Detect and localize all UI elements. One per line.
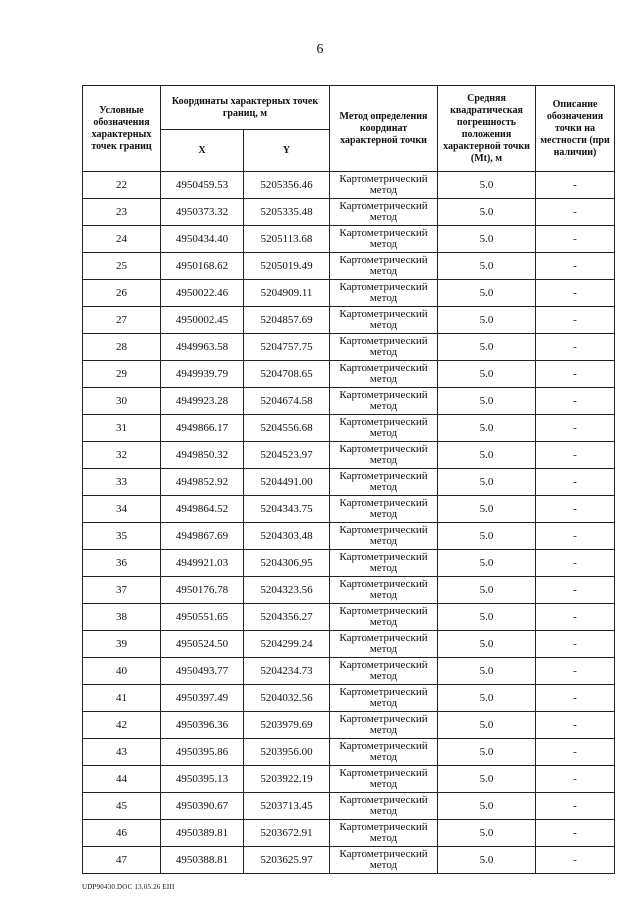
cell-method: Картометрический метод [330, 577, 438, 604]
cell-rms-error: 5.0 [438, 523, 536, 550]
cell-rms-error: 5.0 [438, 766, 536, 793]
table-row [83, 388, 615, 415]
cell-method: Картометрический метод [330, 253, 438, 280]
cell-x: 4950389.81 [161, 820, 244, 847]
cell-description: - [536, 469, 615, 496]
cell-x: 4950395.13 [161, 766, 244, 793]
cell-rms-error: 5.0 [438, 334, 536, 361]
table-row [83, 496, 615, 523]
cell-point-number: 32 [83, 442, 161, 469]
table-row [83, 469, 615, 496]
table-row [83, 793, 615, 820]
cell-method: Картометрический метод [330, 604, 438, 631]
cell-y: 5203625.97 [244, 847, 330, 874]
cell-rms-error: 5.0 [438, 577, 536, 604]
cell-method: Картометрический метод [330, 739, 438, 766]
cell-y: 5204674.58 [244, 388, 330, 415]
cell-description: - [536, 280, 615, 307]
cell-point-number: 37 [83, 577, 161, 604]
cell-description: - [536, 253, 615, 280]
cell-method: Картометрический метод [330, 658, 438, 685]
cell-x: 4950022.46 [161, 280, 244, 307]
cell-rms-error: 5.0 [438, 496, 536, 523]
header-rms-error: Средняя квадратическая погрешность положения характерной точки (Mt), м [438, 86, 536, 172]
cell-method: Картометрический метод [330, 550, 438, 577]
cell-x: 4950390.67 [161, 793, 244, 820]
cell-description: - [536, 631, 615, 658]
cell-x: 4949852.92 [161, 469, 244, 496]
cell-description: - [536, 388, 615, 415]
cell-y: 5203922.19 [244, 766, 330, 793]
cell-rms-error: 5.0 [438, 307, 536, 334]
cell-x: 4950388.81 [161, 847, 244, 874]
cell-point-number: 40 [83, 658, 161, 685]
cell-x: 4950459.53 [161, 172, 244, 199]
table-row [83, 280, 615, 307]
cell-point-number: 30 [83, 388, 161, 415]
cell-point-number: 22 [83, 172, 161, 199]
cell-description: - [536, 442, 615, 469]
cell-method: Картометрический метод [330, 820, 438, 847]
cell-point-number: 41 [83, 685, 161, 712]
cell-y: 5205356.46 [244, 172, 330, 199]
cell-y: 5203979.69 [244, 712, 330, 739]
cell-method: Картометрический метод [330, 712, 438, 739]
cell-method: Картометрический метод [330, 442, 438, 469]
cell-x: 4950493.77 [161, 658, 244, 685]
document-footer: UDP90430.DOC 13.05.26 EIII [82, 883, 175, 891]
cell-y: 5204234.73 [244, 658, 330, 685]
cell-x: 4950002.45 [161, 307, 244, 334]
table-row [83, 820, 615, 847]
cell-description: - [536, 415, 615, 442]
cell-x: 4950373.32 [161, 199, 244, 226]
cell-x: 4950168.62 [161, 253, 244, 280]
cell-method: Картометрический метод [330, 307, 438, 334]
table-row [83, 712, 615, 739]
table-row [83, 199, 615, 226]
cell-y: 5204556.68 [244, 415, 330, 442]
cell-y: 5205113.68 [244, 226, 330, 253]
table-row [83, 631, 615, 658]
cell-point-number: 23 [83, 199, 161, 226]
cell-description: - [536, 172, 615, 199]
cell-description: - [536, 820, 615, 847]
cell-y: 5204356.27 [244, 604, 330, 631]
cell-rms-error: 5.0 [438, 415, 536, 442]
cell-description: - [536, 793, 615, 820]
cell-method: Картометрический метод [330, 847, 438, 874]
header-point-designation: Условные обозначения характерных точек границ [83, 86, 161, 172]
table-row [83, 685, 615, 712]
cell-point-number: 47 [83, 847, 161, 874]
cell-x: 4949923.28 [161, 388, 244, 415]
table-row [83, 739, 615, 766]
cell-x: 4949850.32 [161, 442, 244, 469]
table-body [83, 172, 615, 874]
cell-description: - [536, 550, 615, 577]
cell-method: Картометрический метод [330, 388, 438, 415]
cell-x: 4949921.03 [161, 550, 244, 577]
cell-description: - [536, 685, 615, 712]
table-row [83, 307, 615, 334]
cell-rms-error: 5.0 [438, 550, 536, 577]
cell-x: 4950396.36 [161, 712, 244, 739]
cell-method: Картометрический метод [330, 523, 438, 550]
table-row [83, 442, 615, 469]
cell-y: 5204323.56 [244, 577, 330, 604]
cell-x: 4949939.79 [161, 361, 244, 388]
cell-point-number: 45 [83, 793, 161, 820]
cell-point-number: 33 [83, 469, 161, 496]
cell-description: - [536, 199, 615, 226]
header-method: Метод определения координат характерной точки [330, 86, 438, 172]
cell-rms-error: 5.0 [438, 712, 536, 739]
cell-x: 4949867.69 [161, 523, 244, 550]
cell-y: 5203956.00 [244, 739, 330, 766]
cell-method: Картометрический метод [330, 766, 438, 793]
cell-point-number: 29 [83, 361, 161, 388]
cell-rms-error: 5.0 [438, 469, 536, 496]
table-row [83, 226, 615, 253]
cell-rms-error: 5.0 [438, 280, 536, 307]
header-description: Описание обозначения точки на местности (при наличии) [536, 86, 615, 172]
cell-y: 5205335.48 [244, 199, 330, 226]
boundary-points-table [82, 85, 615, 874]
table-row [83, 253, 615, 280]
cell-x: 4949864.52 [161, 496, 244, 523]
cell-x: 4950397.49 [161, 685, 244, 712]
cell-description: - [536, 739, 615, 766]
cell-description: - [536, 361, 615, 388]
cell-point-number: 31 [83, 415, 161, 442]
cell-rms-error: 5.0 [438, 388, 536, 415]
cell-description: - [536, 523, 615, 550]
cell-point-number: 28 [83, 334, 161, 361]
cell-method: Картометрический метод [330, 685, 438, 712]
cell-method: Картометрический метод [330, 631, 438, 658]
cell-rms-error: 5.0 [438, 604, 536, 631]
table-row [83, 604, 615, 631]
cell-point-number: 43 [83, 739, 161, 766]
cell-description: - [536, 577, 615, 604]
cell-point-number: 44 [83, 766, 161, 793]
cell-x: 4950524.50 [161, 631, 244, 658]
cell-description: - [536, 658, 615, 685]
cell-rms-error: 5.0 [438, 361, 536, 388]
cell-x: 4950395.86 [161, 739, 244, 766]
table-row [83, 523, 615, 550]
cell-method: Картометрический метод [330, 469, 438, 496]
table-row [83, 766, 615, 793]
cell-point-number: 42 [83, 712, 161, 739]
cell-x: 4950176.78 [161, 577, 244, 604]
cell-rms-error: 5.0 [438, 631, 536, 658]
cell-point-number: 26 [83, 280, 161, 307]
cell-method: Картометрический метод [330, 415, 438, 442]
table-row [83, 577, 615, 604]
cell-rms-error: 5.0 [438, 172, 536, 199]
cell-x: 4949866.17 [161, 415, 244, 442]
cell-x: 4950434.40 [161, 226, 244, 253]
cell-y: 5204757.75 [244, 334, 330, 361]
cell-rms-error: 5.0 [438, 199, 536, 226]
cell-rms-error: 5.0 [438, 685, 536, 712]
cell-rms-error: 5.0 [438, 658, 536, 685]
cell-description: - [536, 307, 615, 334]
cell-point-number: 34 [83, 496, 161, 523]
table-row [83, 847, 615, 874]
cell-y: 5204909.11 [244, 280, 330, 307]
table-row [83, 658, 615, 685]
cell-method: Картометрический метод [330, 226, 438, 253]
cell-description: - [536, 334, 615, 361]
cell-y: 5204491.00 [244, 469, 330, 496]
cell-point-number: 46 [83, 820, 161, 847]
cell-description: - [536, 766, 615, 793]
cell-method: Картометрический метод [330, 199, 438, 226]
header-coordinates: Координаты характерных точек границ, м [161, 86, 330, 130]
cell-rms-error: 5.0 [438, 739, 536, 766]
cell-y: 5204523.97 [244, 442, 330, 469]
cell-description: - [536, 847, 615, 874]
header-y: Y [244, 130, 330, 172]
cell-point-number: 35 [83, 523, 161, 550]
cell-point-number: 38 [83, 604, 161, 631]
cell-rms-error: 5.0 [438, 226, 536, 253]
table-row [83, 550, 615, 577]
cell-method: Картометрический метод [330, 334, 438, 361]
cell-description: - [536, 712, 615, 739]
cell-rms-error: 5.0 [438, 442, 536, 469]
cell-point-number: 27 [83, 307, 161, 334]
cell-rms-error: 5.0 [438, 253, 536, 280]
cell-y: 5204343.75 [244, 496, 330, 523]
cell-y: 5204306.95 [244, 550, 330, 577]
cell-method: Картометрический метод [330, 280, 438, 307]
cell-rms-error: 5.0 [438, 847, 536, 874]
table-row [83, 361, 615, 388]
cell-method: Картометрический метод [330, 172, 438, 199]
cell-point-number: 39 [83, 631, 161, 658]
table-row [83, 415, 615, 442]
header-x: X [161, 130, 244, 172]
cell-y: 5205019.49 [244, 253, 330, 280]
cell-point-number: 36 [83, 550, 161, 577]
cell-rms-error: 5.0 [438, 793, 536, 820]
cell-method: Картометрический метод [330, 496, 438, 523]
cell-y: 5204299.24 [244, 631, 330, 658]
cell-y: 5204303.48 [244, 523, 330, 550]
cell-method: Картометрический метод [330, 361, 438, 388]
cell-point-number: 24 [83, 226, 161, 253]
table-row [83, 334, 615, 361]
cell-rms-error: 5.0 [438, 820, 536, 847]
cell-y: 5203713.45 [244, 793, 330, 820]
page-number: 6 [316, 42, 324, 57]
table-row [83, 172, 615, 199]
cell-description: - [536, 226, 615, 253]
cell-y: 5204708.65 [244, 361, 330, 388]
cell-method: Картометрический метод [330, 793, 438, 820]
cell-description: - [536, 604, 615, 631]
cell-description: - [536, 496, 615, 523]
cell-y: 5204857.69 [244, 307, 330, 334]
cell-x: 4949963.58 [161, 334, 244, 361]
cell-y: 5204032.56 [244, 685, 330, 712]
cell-x: 4950551.65 [161, 604, 244, 631]
cell-y: 5203672.91 [244, 820, 330, 847]
cell-point-number: 25 [83, 253, 161, 280]
